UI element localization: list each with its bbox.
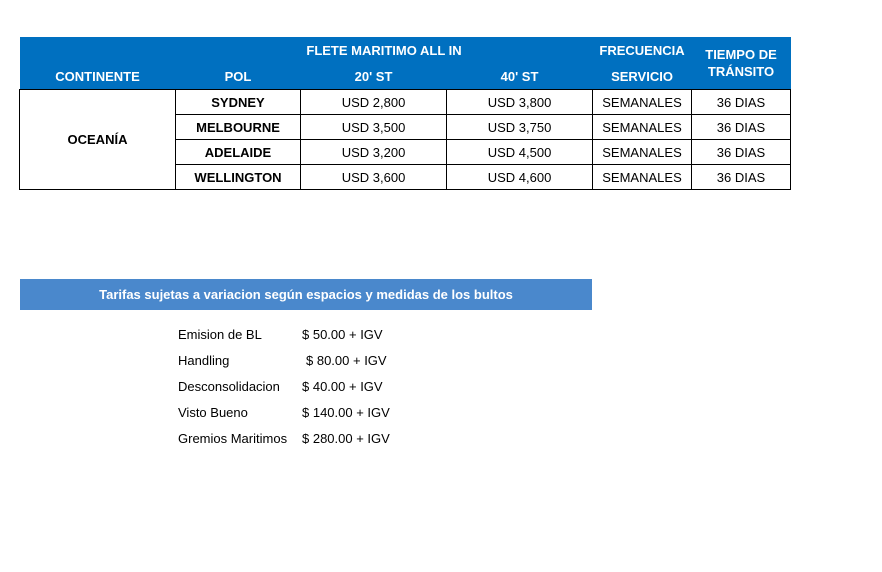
fee-name: Handling [178,353,230,368]
fee-name: Gremios Maritimos [178,431,288,446]
rate-40st-cell: USD 4,600 [447,165,593,190]
pol-cell: SYDNEY [176,90,301,115]
fee-amount: $ 140.00 + IGV [302,405,390,420]
transit-cell: 36 DIAS [692,165,791,190]
rate-40st-cell: USD 3,800 [447,90,593,115]
pol-cell: WELLINGTON [176,165,301,190]
fee-name: Desconsolidacion [178,379,280,394]
fee-name: Visto Bueno [178,405,248,420]
fee-name: Emision de BL [178,327,262,342]
header-frequency-bottom: SERVICIO [593,63,692,90]
fee-amount: $ 40.00 + IGV [302,379,383,394]
table-row [20,90,791,115]
pol-cell: MELBOURNE [176,115,301,140]
pol-cell: ADELAIDE [176,140,301,165]
rate-20st-cell: USD 3,200 [301,140,447,165]
frequency-cell: SEMANALES [593,140,692,165]
rate-40st-cell: USD 4,500 [447,140,593,165]
rate-20st-cell: USD 3,600 [301,165,447,190]
rate-20st-cell: USD 3,500 [301,115,447,140]
rate-20st-cell: USD 2,800 [301,90,447,115]
frequency-cell: SEMANALES [593,165,692,190]
header-group-flete: FLETE MARITIMO ALL IN [176,37,593,63]
table-body [20,90,791,190]
frequency-cell: SEMANALES [593,115,692,140]
header-pol: POL [176,63,301,90]
transit-cell: 36 DIAS [692,140,791,165]
transit-cell: 36 DIAS [692,115,791,140]
header-transit: TIEMPO DE TRÁNSITO [692,37,791,90]
freight-rates-table [19,37,791,190]
header-20st: 20' ST [301,63,447,90]
continent-cell: OCEANÍA [20,90,176,190]
fee-amount: $ 280.00 + IGV [302,431,390,446]
rate-40st-cell: USD 3,750 [447,115,593,140]
frequency-cell: SEMANALES [593,90,692,115]
header-frequency-top: FRECUENCIA [593,37,692,63]
header-40st: 40' ST [447,63,593,90]
fee-amount: $ 80.00 + IGV [306,353,387,368]
rates-notice-banner: Tarifas sujetas a variacion según espacios y medidas de los bultos [20,279,592,310]
header-continent: CONTINENTE [20,63,176,90]
transit-cell: 36 DIAS [692,90,791,115]
header-spacer [20,37,176,63]
fee-amount: $ 50.00 + IGV [302,327,383,342]
table-header [20,37,791,90]
